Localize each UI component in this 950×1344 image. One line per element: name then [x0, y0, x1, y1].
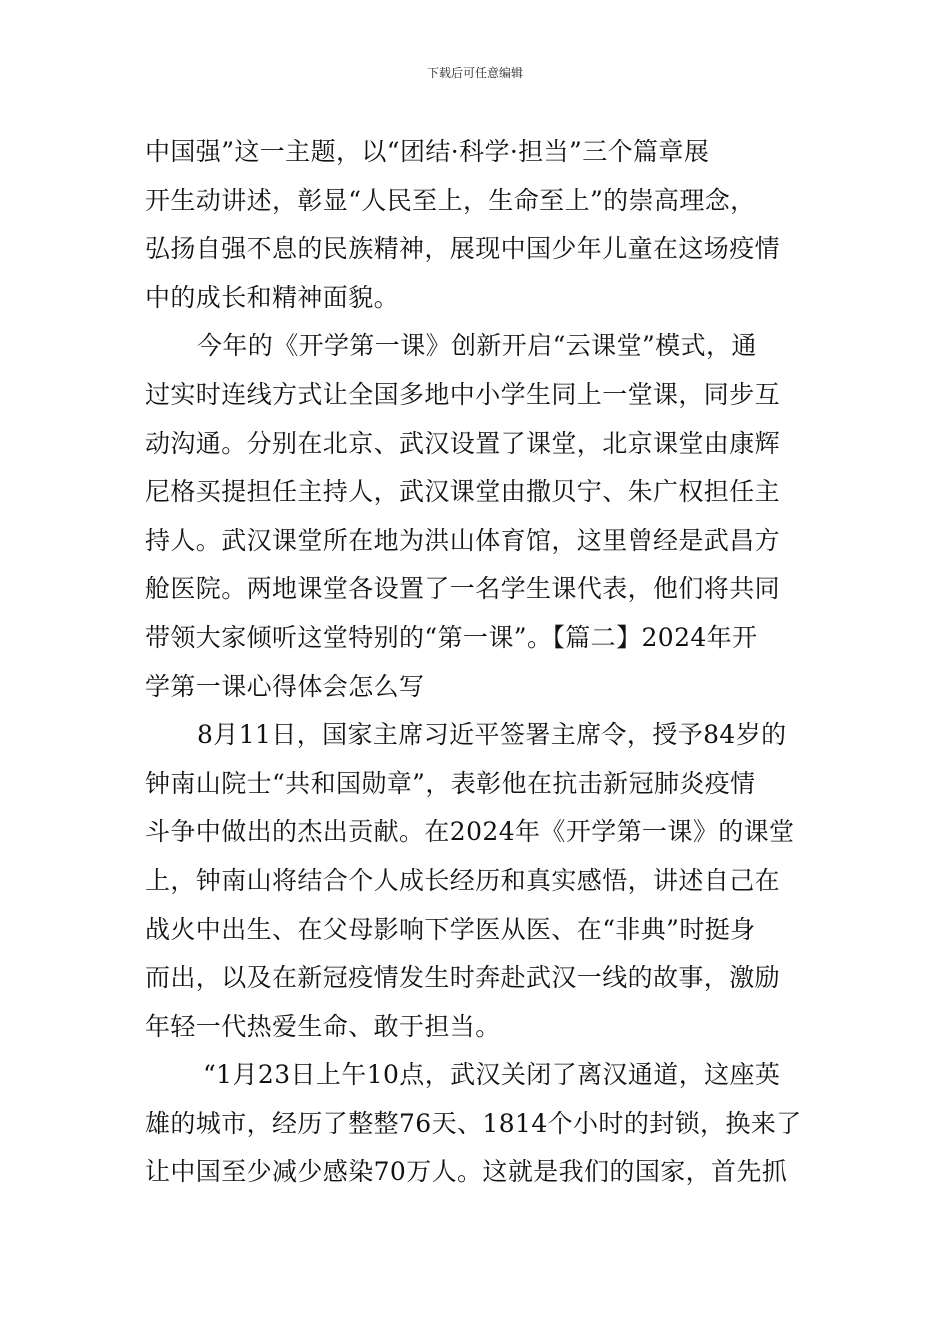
document-body [145, 128, 807, 1197]
text-line: 中的成长和精神面貌。 [145, 282, 400, 312]
paragraph [145, 711, 807, 1051]
text-line: 中国强”这一主题，以“团结·科学·担当”三个篇章展 [145, 137, 710, 166]
text-line: 斗争中做出的杰出贡献。在2024年《开学第一课》的课堂 [145, 817, 795, 847]
text-line: 带领大家倾听这堂特别的“第一课”。【篇二】2024年开 [145, 622, 758, 652]
text-line: 战火中出生、在父母影响下学医从医、在“非典”时挺身 [145, 914, 756, 944]
page-header: 下载后可任意编辑 [426, 66, 523, 80]
text-line: 而出，以及在新冠疫情发生时奔赴武汉一线的故事，激励 [145, 963, 781, 993]
text-line: 年轻一代热爱生命、敢于担当。 [145, 1011, 501, 1041]
text-line: 过实时连线方式让全国多地中小学生同上一堂课，同步互 [145, 379, 781, 409]
text-line: 学第一课心得体会怎么写 [145, 671, 425, 701]
text-line: “1月23日上午10点，武汉关闭了离汉通道，这座英 [203, 1060, 781, 1090]
text-line: 上，钟南山将结合个人成长经历和真实感悟，讲述自己在 [145, 865, 781, 895]
paragraph [145, 1051, 807, 1197]
text-line: 动沟通。分别在北京、武汉设置了课堂，北京课堂由康辉 [145, 428, 781, 458]
text-line: 持人。武汉课堂所在地为洪山体育馆，这里曾经是武昌方 [145, 525, 781, 555]
text-line: 让中国至少减少感染70万人。这就是我们的国家，首先抓 [145, 1157, 788, 1187]
paragraph [145, 128, 807, 322]
text-line: 8月11日，国家主席习近平签署主席令，授予84岁的 [197, 720, 787, 750]
text-line: 今年的《开学第一课》创新开启“云课堂”模式，通 [197, 331, 757, 361]
text-line: 雄的城市，经历了整整76天、1814个小时的封锁，换来了 [145, 1108, 802, 1138]
text-line: 舱医院。两地课堂各设置了一名学生课代表，他们将共同 [145, 574, 781, 604]
text-line: 钟南山院士“共和国勋章”，表彰他在抗击新冠肺炎疫情 [145, 768, 756, 798]
text-line: 开生动讲述，彰显“人民至上，生命至上”的崇高理念， [145, 185, 756, 215]
paragraph [145, 322, 807, 711]
text-line: 尼格买提担任主持人，武汉课堂由撒贝宁、朱广权担任主 [145, 477, 781, 507]
text-line: 弘扬自强不息的民族精神，展现中国少年儿童在这场疫情 [145, 234, 781, 264]
